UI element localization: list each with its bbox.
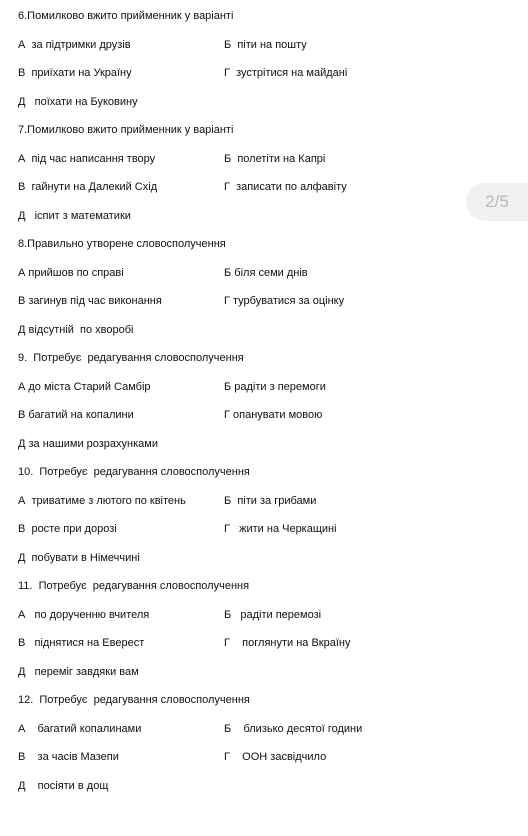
option-b: Б полетіти на Капрі — [224, 153, 326, 165]
option-a: А під час написання твору — [18, 153, 156, 165]
option-b: Б радіти перемозі — [224, 609, 322, 621]
option-a: А по дорученню вчителя — [18, 609, 150, 621]
option-v: В загинув під час виконання — [18, 295, 162, 307]
option-b: Б близько десятої години — [224, 723, 363, 735]
option-a: А багатий копалинами — [18, 723, 142, 735]
option-v: В піднятися на Еверест — [18, 637, 145, 649]
option-h: Г поглянути на Вкраїну — [224, 637, 351, 649]
option-h: Г записати по алфавіту — [224, 181, 347, 193]
option-b: Б піти за грибами — [224, 495, 317, 507]
option-a: А триватиме з лютого по квітень — [18, 495, 186, 507]
option-h: Г жити на Черкащині — [224, 523, 337, 535]
option-b: Б біля семи днів — [224, 267, 308, 279]
question-title: 12. Потребує редагування словосполучення — [18, 694, 250, 706]
option-a: А до міста Старий Самбір — [18, 381, 151, 393]
question-title: 7.Помилково вжито прийменник у варіанті — [18, 124, 234, 136]
option-d: Д іспит з математики — [18, 210, 131, 222]
option-v: В багатий на копалини — [18, 409, 134, 421]
option-h: Г ООН засвідчило — [224, 751, 327, 763]
option-h: Г опанувати мовою — [224, 409, 323, 421]
page-counter-badge: 2/5 — [466, 183, 528, 221]
option-v: В за часів Мазепи — [18, 751, 119, 763]
option-v: В гайнути на Далекий Схід — [18, 181, 158, 193]
option-v: В приїхати на Україну — [18, 67, 132, 79]
option-d: Д за нашими розрахунками — [18, 438, 158, 450]
question-title: 10. Потребує редагування словосполучення — [18, 466, 250, 478]
option-b: Б радіти з перемоги — [224, 381, 326, 393]
option-d: Д переміг завдяки вам — [18, 666, 139, 678]
option-d: Д побувати в Німеччині — [18, 552, 140, 564]
option-a: А прийшов по справі — [18, 267, 124, 279]
option-d: Д посіяти в дощ — [18, 780, 109, 792]
option-d: Д поїхати на Буковину — [18, 96, 138, 108]
question-title: 9. Потребує редагування словосполучення — [18, 352, 244, 364]
option-h: Г турбуватися за оцінку — [224, 295, 345, 307]
option-b: Б піти на пошту — [224, 39, 307, 51]
option-a: А за підтримки друзів — [18, 39, 131, 51]
question-title: 11. Потребує редагування словосполучення — [18, 580, 250, 592]
option-d: Д відсутній по хворобі — [18, 324, 134, 336]
option-v: В росте при дорозі — [18, 523, 117, 535]
question-title: 6.Помилково вжито прийменник у варіанті — [18, 10, 234, 22]
option-h: Г зустрітися на майдані — [224, 67, 348, 79]
question-title: 8.Правильно утворене словосполучення — [18, 238, 226, 250]
